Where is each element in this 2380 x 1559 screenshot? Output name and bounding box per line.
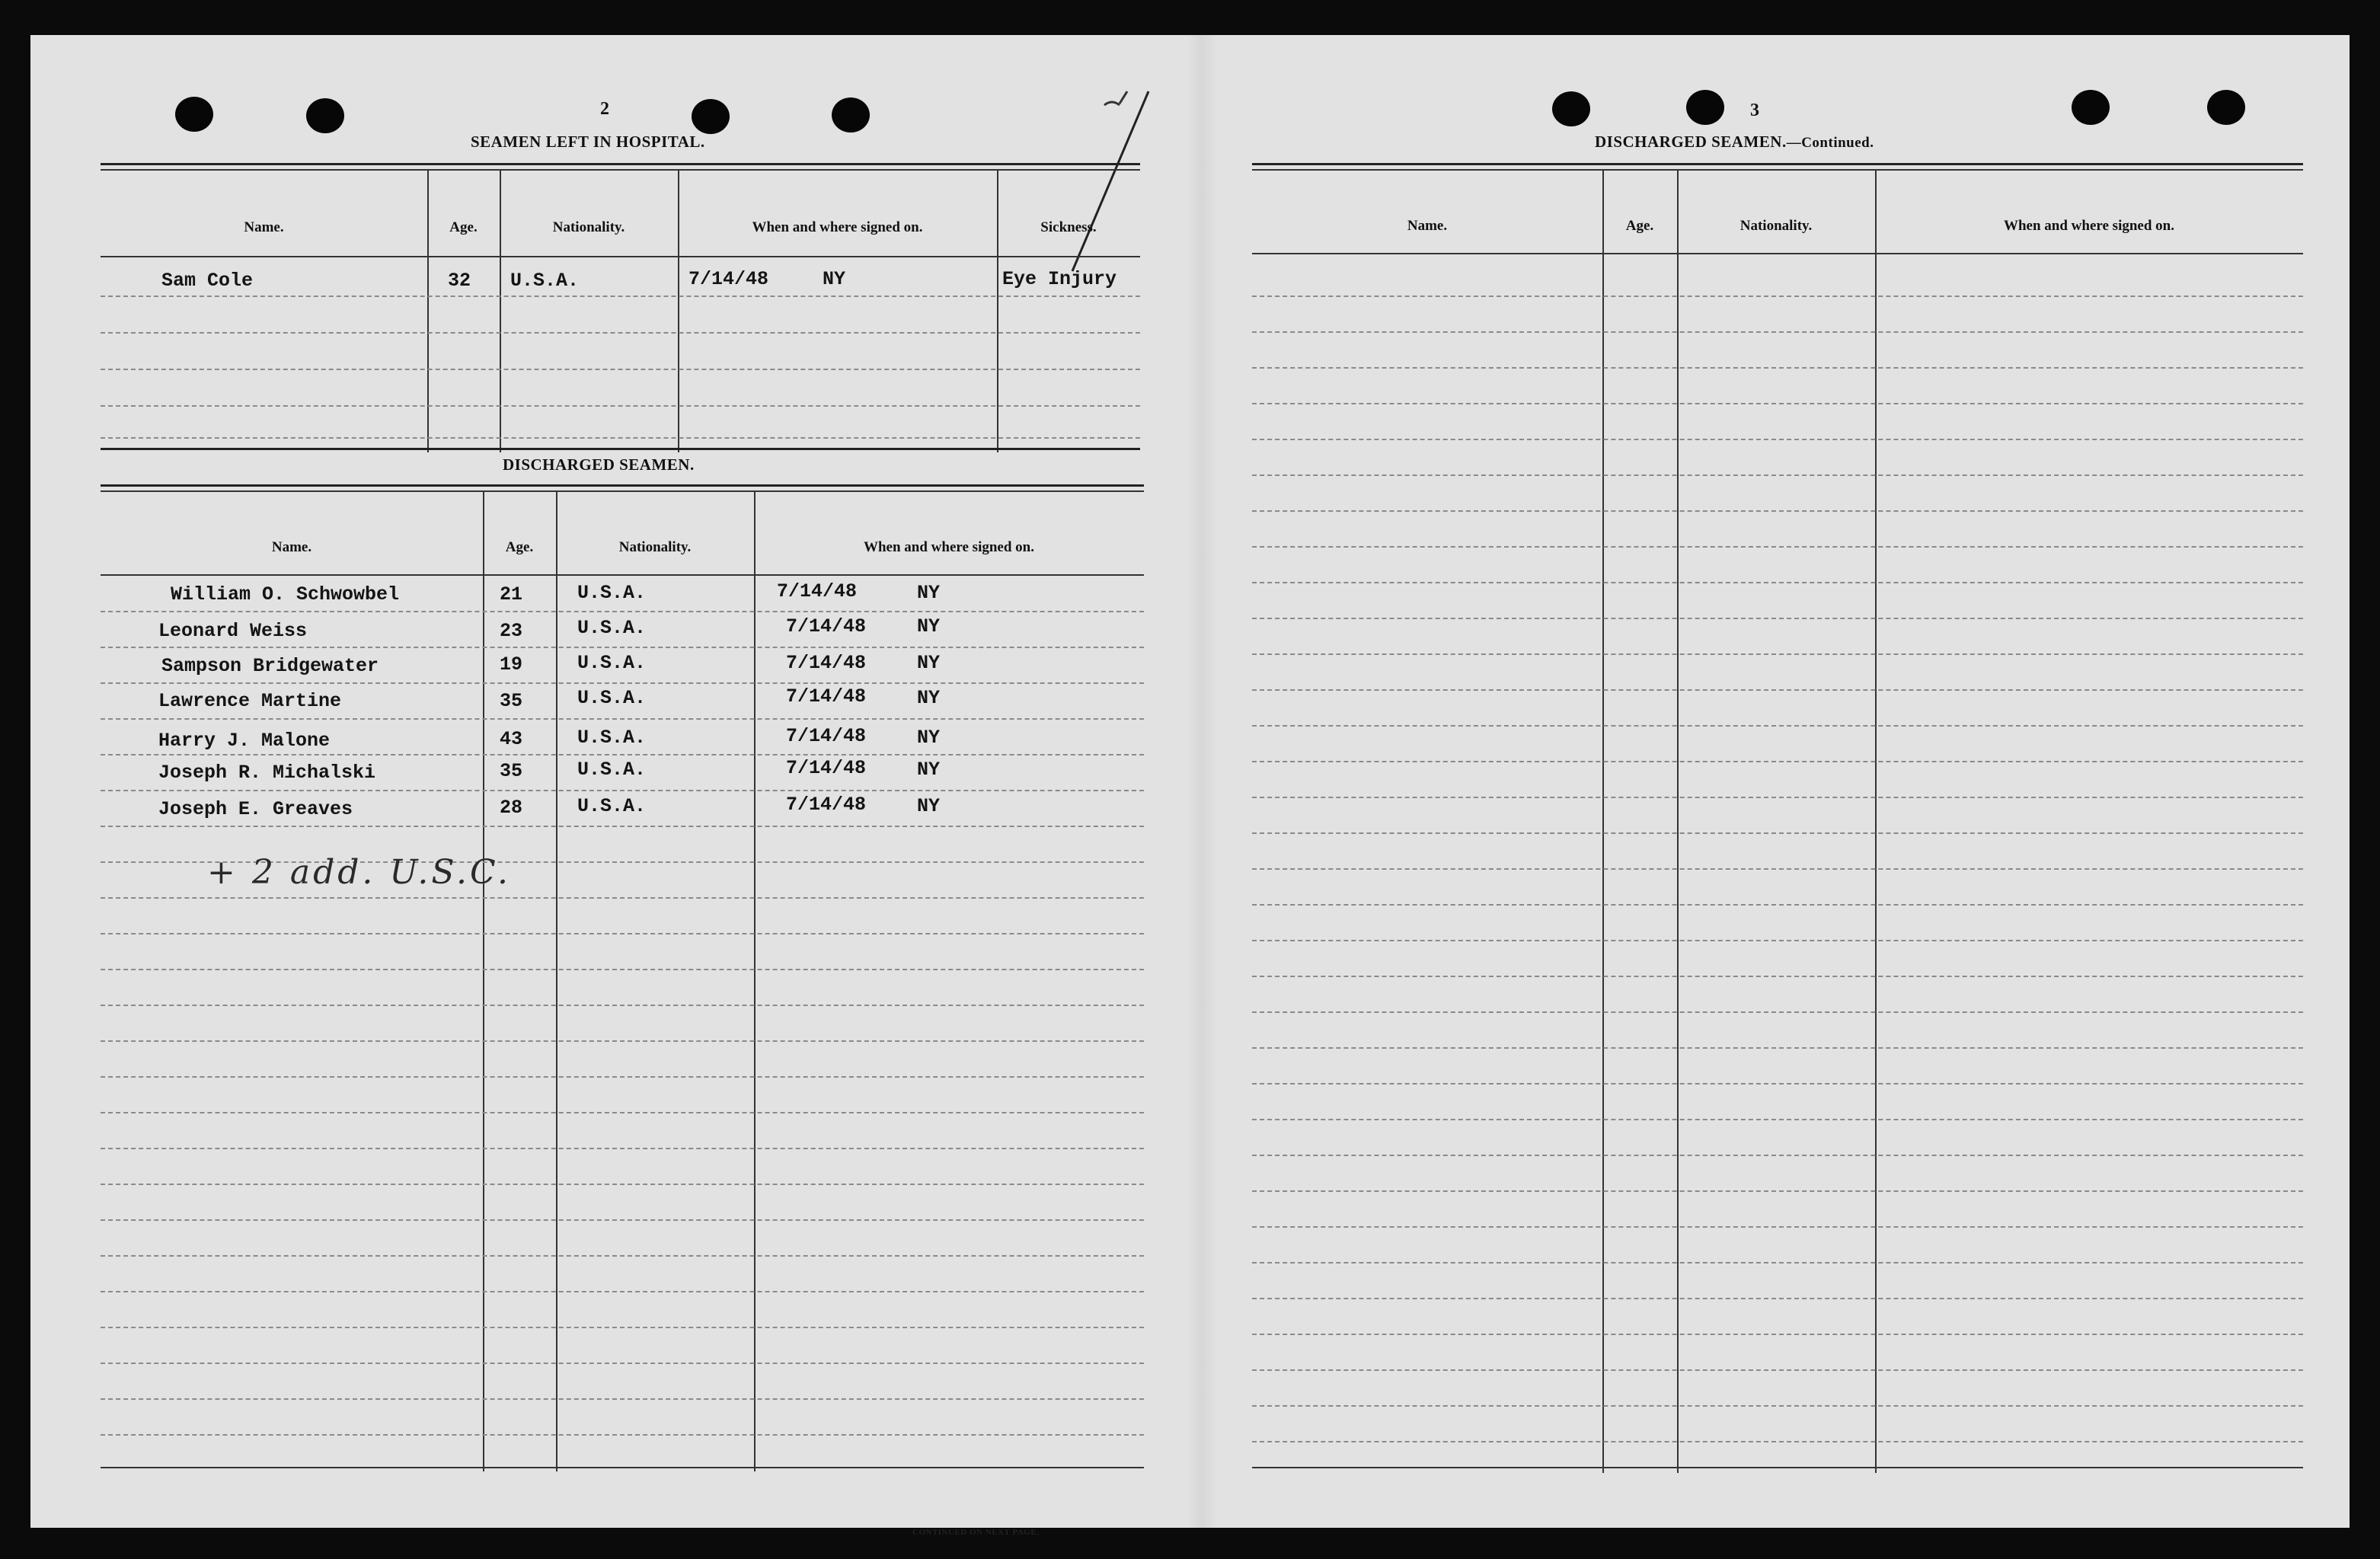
column-divider [678, 171, 679, 452]
table-bottom-rule [1252, 1467, 2303, 1468]
row-line [1252, 582, 2303, 583]
row-line [101, 1255, 1144, 1257]
row-line [1252, 1083, 2303, 1085]
punch-hole [2072, 90, 2110, 125]
right-section-title-text: DISCHARGED SEAMEN. [1595, 133, 1787, 151]
row-line [101, 296, 1140, 297]
table-rule [101, 484, 1144, 487]
discharged-age: 21 [500, 583, 523, 605]
row-line [1252, 940, 2303, 941]
discharged-section-title: DISCHARGED SEAMEN. [503, 455, 695, 474]
right-section-title [1595, 133, 1874, 152]
discharged-name: Sampson Bridgewater [161, 655, 379, 677]
punch-hole [175, 97, 213, 132]
discharged-place: NY [917, 687, 941, 709]
continued-footer: CONTINUED ON NEXT PAGE. [912, 1528, 1040, 1537]
row-line [101, 790, 1144, 791]
row-line [1252, 1011, 2303, 1013]
discharged-continued-table [1252, 163, 2303, 1473]
hospital-table [101, 163, 1140, 452]
column-header-name: Name. [244, 219, 284, 235]
column-divider [1875, 171, 1877, 1473]
document-sheet [30, 35, 2350, 1537]
discharged-age: 23 [500, 620, 523, 642]
row-line [101, 1434, 1144, 1436]
header-rule [1252, 253, 2303, 254]
discharged-place: NY [917, 727, 941, 749]
discharged-nationality: U.S.A. [577, 582, 647, 604]
row-line [1252, 546, 2303, 548]
discharged-place: NY [917, 795, 941, 817]
row-line [101, 1219, 1144, 1221]
discharged-name: Harry J. Malone [158, 730, 331, 752]
row-line [1252, 1262, 2303, 1263]
row-line [1252, 403, 2303, 404]
row-line [1252, 1155, 2303, 1156]
row-line [1252, 1405, 2303, 1407]
punch-hole [2207, 90, 2245, 125]
discharged-name: Joseph R. Michalski [158, 762, 376, 784]
row-line [101, 405, 1140, 407]
column-header-name: Name. [271, 539, 312, 555]
discharged-nationality: U.S.A. [577, 727, 647, 749]
discharged-place: NY [917, 652, 941, 674]
column-divider [754, 492, 756, 1471]
discharged-age: 35 [500, 760, 523, 782]
discharged-date: 7/14/48 [786, 757, 867, 779]
column-divider [500, 171, 501, 452]
discharged-date: 7/14/48 [786, 685, 867, 708]
hospital-row-name: Sam Cole [161, 270, 254, 292]
discharged-name: Lawrence Martine [158, 690, 342, 712]
page-number: 3 [1750, 101, 1759, 120]
row-line [101, 1184, 1144, 1185]
discharged-name: William O. Schwowbel [171, 583, 400, 605]
table-bottom-rule [101, 1467, 1144, 1468]
right-section-title-suffix: —Continued. [1786, 135, 1874, 151]
row-line [101, 1291, 1144, 1292]
row-line [1252, 725, 2303, 727]
hospital-row-date: 7/14/48 [688, 268, 769, 290]
row-line [1252, 331, 2303, 333]
column-divider [427, 171, 429, 452]
row-line [101, 647, 1144, 648]
discharged-age: 35 [500, 690, 523, 712]
column-header-nationality: Nationality. [618, 539, 692, 555]
row-line [1252, 1190, 2303, 1192]
row-line [1252, 797, 2303, 798]
table-rule [101, 169, 1140, 171]
handwritten-note: + 2 add. U.S.C. [207, 853, 512, 892]
row-line [1252, 653, 2303, 655]
row-line [1252, 510, 2303, 512]
row-line [101, 1148, 1144, 1149]
discharged-nationality: U.S.A. [577, 795, 647, 817]
column-header-name: Name. [1407, 218, 1448, 234]
punch-hole [832, 97, 870, 133]
discharged-place: NY [917, 615, 941, 637]
row-line [101, 1327, 1144, 1328]
row-line [101, 718, 1144, 720]
column-header-sickness: Sickness. [1040, 219, 1097, 235]
hospital-row-sickness: Eye Injury [1002, 268, 1117, 290]
discharged-age: 19 [500, 653, 523, 676]
row-line [1252, 832, 2303, 834]
discharged-name: Joseph E. Greaves [158, 798, 353, 820]
row-line [1252, 296, 2303, 297]
hospital-row-place: NY [823, 268, 846, 290]
column-divider [997, 171, 998, 452]
row-line [1252, 1119, 2303, 1120]
row-line [101, 754, 1144, 756]
row-line [101, 969, 1144, 970]
column-header-nationality: Nationality. [552, 219, 625, 235]
row-line [1252, 1047, 2303, 1049]
discharged-nationality: U.S.A. [577, 652, 647, 674]
discharged-date: 7/14/48 [786, 794, 867, 816]
row-line [101, 897, 1144, 899]
discharged-place: NY [917, 582, 941, 604]
column-divider [1602, 171, 1604, 1473]
row-line [1252, 904, 2303, 906]
row-line [1252, 868, 2303, 870]
row-line [101, 1112, 1144, 1113]
row-line [101, 611, 1144, 612]
discharged-date: 7/14/48 [786, 725, 867, 747]
discharged-date: 7/14/48 [786, 652, 867, 674]
row-line [1252, 761, 2303, 762]
punch-hole [1686, 90, 1724, 125]
row-line [101, 682, 1144, 684]
discharged-date: 7/14/48 [777, 580, 858, 602]
section-rule [101, 448, 1140, 450]
row-line [1252, 1226, 2303, 1228]
row-line [1252, 1369, 2303, 1371]
table-rule [1252, 163, 2303, 165]
row-line [1252, 439, 2303, 440]
column-header-signed-on: When and where signed on. [2003, 218, 2174, 234]
page-number: 2 [600, 99, 609, 119]
discharged-nationality: U.S.A. [577, 687, 647, 709]
column-header-signed-on: When and where signed on. [863, 539, 1034, 555]
row-line [1252, 1441, 2303, 1442]
discharged-age: 43 [500, 728, 523, 750]
column-divider [556, 492, 557, 1471]
discharged-name: Leonard Weiss [158, 620, 308, 642]
discharged-nationality: U.S.A. [577, 617, 647, 639]
discharged-table [101, 484, 1144, 1471]
row-line [1252, 618, 2303, 619]
row-line [101, 826, 1144, 827]
punch-hole [692, 99, 730, 134]
table-rule [1252, 169, 2303, 171]
punch-hole [1552, 91, 1590, 126]
discharged-nationality: U.S.A. [577, 759, 647, 781]
row-line [1252, 1334, 2303, 1335]
table-rule [101, 163, 1140, 165]
page-fold [1187, 35, 1217, 1528]
row-line [101, 933, 1144, 934]
hospital-row-nationality: U.S.A. [510, 270, 580, 292]
row-line [101, 369, 1140, 370]
row-line [1252, 1298, 2303, 1299]
row-line [101, 332, 1140, 334]
row-line [101, 1040, 1144, 1042]
discharged-place: NY [917, 759, 941, 781]
row-line [101, 1005, 1144, 1006]
discharged-date: 7/14/48 [786, 615, 867, 637]
row-line [1252, 474, 2303, 476]
header-rule [101, 574, 1144, 576]
row-line [1252, 976, 2303, 977]
column-divider [483, 492, 484, 1471]
row-line [101, 437, 1140, 439]
column-header-age: Age. [1625, 218, 1654, 234]
row-line [101, 1363, 1144, 1364]
hospital-row-age: 32 [448, 270, 471, 292]
column-header-age: Age. [449, 219, 478, 235]
row-line [1252, 367, 2303, 369]
column-header-nationality: Nationality. [1739, 218, 1813, 234]
discharged-age: 28 [500, 797, 523, 819]
column-header-signed-on: When and where signed on. [752, 219, 923, 235]
row-line [101, 1398, 1144, 1400]
hospital-section-title: SEAMEN LEFT IN HOSPITAL. [471, 133, 705, 151]
header-rule [101, 256, 1140, 257]
punch-hole [306, 98, 344, 133]
row-line [101, 1076, 1144, 1078]
column-header-age: Age. [505, 539, 534, 555]
column-divider [1677, 171, 1679, 1473]
row-line [1252, 689, 2303, 691]
table-rule [101, 490, 1144, 492]
